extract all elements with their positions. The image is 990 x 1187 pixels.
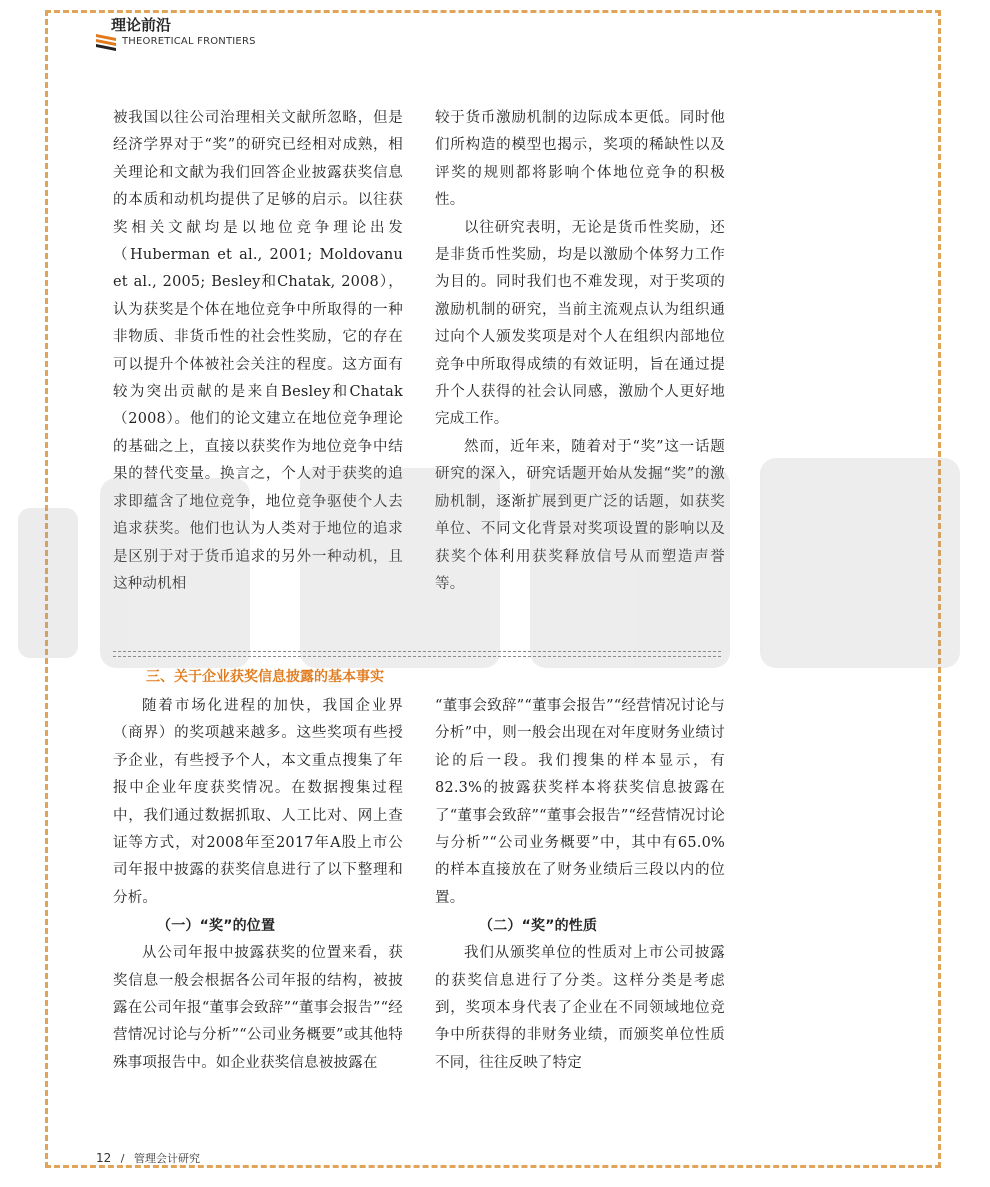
top-right-column [435,105,725,598]
footer-separator: / [120,1152,125,1165]
body-paragraph: 随着市场化进程的加快，我国企业界（商界）的奖项越来越多。这些奖项有些授予企业，有些授予个人，本文重点搜集了年报中企业年度获奖情况。在数据搜集过程中，我们通过数据抓取、人工比对、网上查证等方式，对2008年至2017年A股上市公司年报中披露的获奖信息进行了以下整理和分析。 [113,698,403,906]
subheading: （一）“奖”的位置 [157,918,276,935]
page-number: 12 [96,1151,112,1165]
header-subtitle: THEORETICAL FRONTIERS [122,36,256,47]
bottom-right-column [435,693,725,1077]
body-paragraph: 我们从颁奖单位的性质对上市公司披露的获奖信息进行了分类。这样分类是考虑到，奖项本身代表了企业在不同领域地位竞争中所获得的非财务业绩，而颁奖单位性质不同，往往反映了特定 [435,945,725,1071]
bottom-left-column [113,693,403,1077]
journal-name: 管理会计研究 [134,1152,200,1165]
body-paragraph: 然而，近年来，随着对于“奖”这一话题研究的深入，研究话题开始从发掘“奖”的激励机制，逐渐扩展到更广泛的话题，如获奖单位、不同文化背景对奖项设置的影响以及获奖个体利用获奖释放信号从而塑造声誉等。 [435,438,725,592]
body-paragraph: 以往研究表明，无论是货币性奖励，还是非货币性奖励，均是以激励个体努力工作为目的。同时我们也不难发现，对于奖项的激励机制的研究，当前主流观点认为组织通过向个人颁发奖项是对个人在组织内部地位竞争中所取得成绩的有效证明，旨在通过提升个人获得的社会认同感，激励个人更好地完成工作。 [435,219,725,428]
body-paragraph: 从公司年报中披露获奖的位置来看，获奖信息一般会根据各公司年报的结构，被披露在公司年报“董事会致辞”“董事会报告”“经营情况讨论与分析”“公司业务概要”或其他特殊事项报告中。如企业获奖信息被披露在 [113,945,403,1071]
body-paragraph: 被我国以往公司治理相关文献所忽略，但是经济学界对于“奖”的研究已经相对成熟，相关理论和文献为我们回答企业披露获奖信息的本质和动机均提供了足够的启示。以往获奖相关文献均是以地位竞争理论出发（Huberman et al., 2001; Moldovanu et al., 2005; Besley和Chatak, 2008），认为获奖是个体在地位竞争中所取得的一种非物质、非货币性的社会性奖励，它的存在可以提升个体被社会关注的程度。这方面有较为突出贡献的是来自Besley和Chatak（2008）。他们的论文建立在地位竞争理论的基础之上，直接以获奖作为地位竞争中结果的替代变量。换言之，个人对于获奖的追求即蕴含了地位竞争，地位竞争驱使个人去追求获奖。他们也认为人类对于地位的追求是区别于对于货币追求的另外一种动机，且这种动机相 [113,110,403,592]
section-heading: 三、关于企业获奖信息披露的基本事实 [146,669,384,685]
header-title: 理论前沿 [111,16,172,34]
header-logo-icon [96,32,118,52]
body-paragraph: 较于货币激励机制的边际成本更低。同时他们所构造的模型也揭示，奖项的稀缺性以及评奖的规则都将影响个体地位竞争的积极性。 [435,110,725,209]
page-footer [96,1150,200,1166]
body-paragraph: “董事会致辞”“董事会报告”“经营情况讨论与分析”中，则一般会出现在对年度财务业绩讨论的后一段。我们搜集的样本显示，有82.3%的披露获奖样本将获奖信息披露在了“董事会致辞”“董事会报告”“经营情况讨论与分析”“公司业务概要”中，其中有65.0%的样本直接放在了财务业绩后三段以内的位置。 [435,698,725,906]
top-left-column [113,105,403,598]
section-divider [113,651,721,657]
subheading: （二）“奖”的性质 [479,918,598,935]
